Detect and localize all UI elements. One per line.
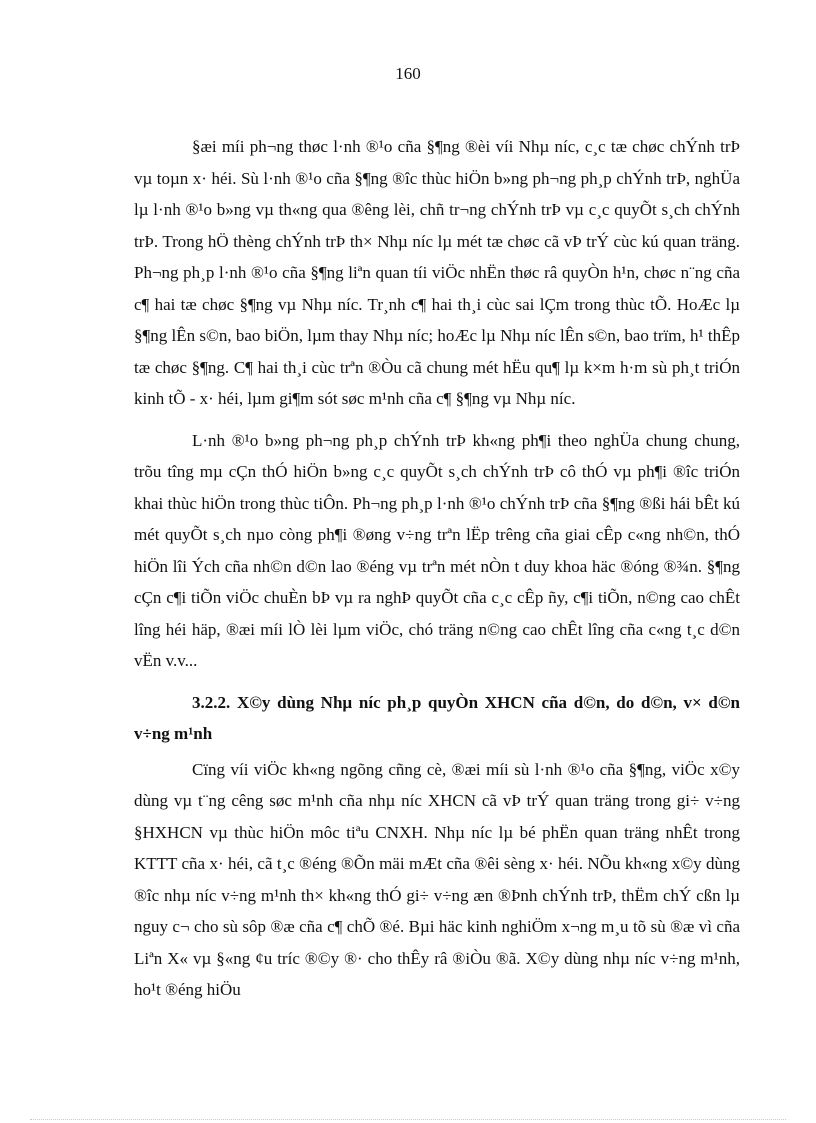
section-heading: 3.2.2. X©y dùng Nhµ níc ph¸p quyÒn XHCN cña d©n, do d©n, v× d©n v÷ng m¹nh (134, 692, 740, 743)
paragraph-state-building: Cïng víi viÖc kh«ng ngõng cñng cè, ®æi míi sù l·nh ®¹o cña §¶ng, viÖc x©y dùng vµ t¨ng cêng søc m¹nh cña nhµ níc XHCN cã vÞ trÝ quan träng trong gi÷ v÷ng §HXHCN vµ thùc hiÖn môc tiªu CNXH. Nhµ níc lµ bé phËn quan träng nhÊt trong KTTT cña x· héi, cã t¸c ®éng ®Õn mäi mÆt cña ®êi sèng x· héi. NÕu kh«ng x©y dùng ®îc nhµ níc v÷ng m¹nh th× kh«ng thÓ gi÷ v÷ng æn ®Þnh chÝnh trÞ, thËm chÝ cßn lµ nguy c¬ cho sù sôp ®æ cña c¶ chÕ ®é. Bµi häc kinh nghiÖm x¬ng m¸u tõ sù ®æ vì cña Liªn X« vµ §«ng ¢u tríc ®©y ®· cho thÊy râ ®iÒu ®ã. X©y dùng nhµ níc v÷ng m¹nh, ho¹t ®éng hiÖu (134, 759, 740, 999)
bottom-divider (30, 1119, 786, 1120)
page-number: 160 (395, 64, 421, 83)
body-text (134, 131, 740, 1016)
paragraph-political-methods: L·nh ®¹o b»ng ph¬ng ph¸p chÝnh trÞ kh«ng ph¶i theo nghÜa chung chung, trõu tîng mµ cÇn thÓ hiÖn b»ng c¸c quyÕt s¸ch chÝnh trÞ cô thÓ vµ ph¶i ®îc triÓn khai thùc hiÖn trong thùc tiÔn. Ph¬ng ph¸p l·nh ®¹o chÝnh trÞ cña §¶ng ®ßi hái bÊt kú mét quyÕt s¸ch nµo còng ph¶i ®øng v÷ng trªn lËp trêng cña giai cÊp c«ng nh©n, thÓ hiÖn lîi Ých cña nh©n d©n lao ®éng vµ trªn mét nÒn t duy khoa häc ®óng ®¾n. §¶ng cÇn c¶i tiÕn viÖc chuÈn bÞ vµ ra nghÞ quyÕt cña c¸c cÊp ñy, c¶i tiÕn, n©ng cao chÊt lîng héi häp, ®æi míi lÒ lèi lµm viÖc, chó träng n©ng cao chÊt lîng cña c«ng t¸c d©n vËn v.v... (134, 430, 740, 670)
paragraph-leadership-methods: §æi míi ph¬ng thøc l·nh ®¹o cña §¶ng ®èi víi Nhµ níc, c¸c tæ chøc chÝnh trÞ vµ toµn x· héi. Sù l·nh ®¹o cña §¶ng ®îc thùc hiÖn b»ng ph¬ng ph¸p chÝnh trÞ, nghÜa lµ l·nh ®¹o b»ng vµ th«ng qua ®êng lèi, chñ tr¬ng chÝnh trÞ vµ c¸c quyÕt s¸ch chÝnh trÞ. Trong hÖ thèng chÝnh trÞ th× Nhµ níc lµ mét tæ chøc cã vÞ trÝ cùc kú quan träng. Ph¬ng ph¸p l·nh ®¹o cña §¶ng liªn quan tíi viÖc nhËn thøc râ quyÒn h¹n, chøc n¨ng cña c¶ hai tæ chøc §¶ng vµ Nhµ níc. Tr¸nh c¶ hai th¸i cùc sai lÇm trong thùc tÕ. HoÆc lµ §¶ng lÊn s©n, bao biÖn, lµm thay Nhµ níc; hoÆc lµ Nhµ níc lÊn s©n, bao trïm, h¹ thÊp tæ chøc §¶ng. C¶ hai th¸i cùc trªn ®Òu cã chung mét hËu qu¶ lµ k×m h·m sù ph¸t triÓn kinh tÕ - x· héi, lµm gi¶m sót søc m¹nh cña c¶ §¶ng vµ Nhµ níc. (134, 137, 740, 408)
